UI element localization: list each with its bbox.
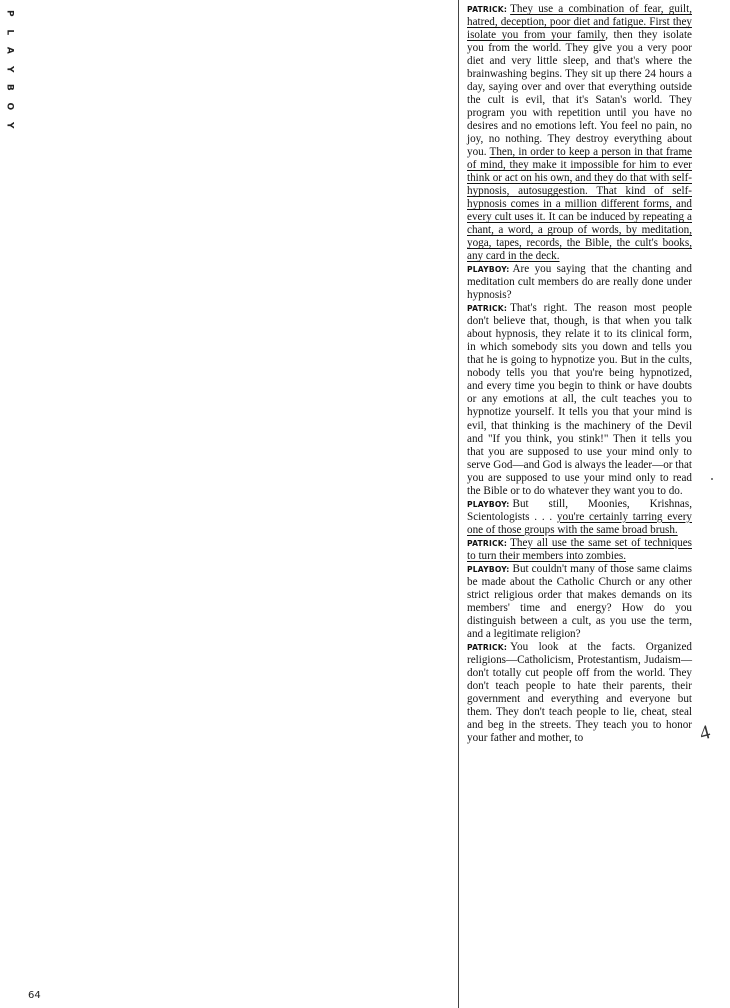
speaker-label: PLAYBOY: <box>467 265 510 275</box>
masthead-letter: P <box>4 9 15 17</box>
masthead <box>2 4 16 134</box>
underlined-passage: They use a combination of fear, guilt, hatred, deception, poor diet and fatigue. First they isolate you from your family <box>467 3 692 42</box>
page-number: 64 <box>28 990 41 1001</box>
interview-column <box>467 3 692 745</box>
interview-paragraph <box>467 263 692 302</box>
interview-paragraph <box>467 563 692 641</box>
underlined-passage: Then, in order to keep a person in that frame of mind, they make it impossible for him to ever think or act on his own, and they do that with self-hypnosis, autosuggestion. That kind of self-hypnosis comes in a million different forms, and every cult uses it. It can be induced by repeating a chant, a word, a group of words, by meditation, yoga, tapes, records, the Bible, the cult's books, any card in the deck. <box>467 146 692 263</box>
column-divider <box>458 0 459 1008</box>
paragraph-text: You look at the facts. Organized religions—Catholicism, Protestantism, Judaism—don't totally cut people off from the world. They don't teach people to hate their parents, their government and everything and everyone but them. They don't teach people to lie, cheat, steal and beg in the streets. They teach you to honor your father and mother, to <box>467 640 692 744</box>
margin-dot <box>711 478 713 480</box>
masthead-letter: Y <box>4 121 15 129</box>
paragraph-text: , then they isolate you from the world. They give you a very poor diet and very little sleep, and that's where the brainwashing begins. They sit up there 24 hours a day, saying over and over that everything outside the cult is evil, that it's Satan's world. They program you with repetition until you have no desires and no emotions left. You feel no pain, no joy, no nothing. They destroy everything about you. <box>467 29 692 159</box>
masthead-letter: O <box>4 102 15 111</box>
paragraph-text: But couldn't many of those same claims be made about the Catholic Church or any other strict religious order that makes demands on its members' time and energy? How do you distinguish between a cult, as you use the term, and a legitimate religion? <box>467 562 692 640</box>
interview-paragraph <box>467 3 692 263</box>
interview-paragraph <box>467 302 692 497</box>
underlined-passage: They all use the same set of techniques to turn their members into zombies. <box>467 536 692 562</box>
paragraph-text: That's right. The reason most people don't believe that, though, is that when you talk about hypnosis, they relate it to its clinical form, in which somebody sits you down and tells you that he is going to hypnotize you. But in the cults, nobody tells you that you're being hypnotized, and every time you begin to think or have doubts or any emotions at all, the cult teaches you to hypnotize yourself. It tells you that your mind is evil, that thinking is the machinery of the Devil and "If you think, you stink!" Then it tells you that you are supposed to use your mind only to serve God—and God is always the leader—or that you are supposed to use your mind only to read the Bible or to do whatever they want you to do. <box>467 302 692 497</box>
paragraph-text: Are you saying that the chanting and meditation cult members do are really done under hypnosis? <box>467 263 692 302</box>
masthead-letter: A <box>4 47 15 54</box>
masthead-letter: L <box>4 29 15 35</box>
underlined-passage: you're certainly tarring every one of those groups with the same broad brush. <box>467 510 692 536</box>
interview-paragraph <box>467 537 692 563</box>
paragraph-text: But still, Moonies, Krishnas, Scientologists . . . <box>467 497 692 523</box>
speaker-label: PATRICK: <box>467 642 508 652</box>
speaker-label: PATRICK: <box>467 538 508 548</box>
masthead-letter: Y <box>4 65 15 73</box>
speaker-label: PATRICK: <box>467 5 508 14</box>
speaker-label: PLAYBOY: <box>467 499 510 509</box>
speaker-label: PATRICK: <box>467 304 508 314</box>
masthead-letter: B <box>4 84 15 92</box>
interview-paragraph <box>467 641 692 745</box>
handwritten-margin-note: 4 <box>697 721 713 745</box>
speaker-label: PLAYBOY: <box>467 564 510 574</box>
interview-paragraph <box>467 498 692 537</box>
